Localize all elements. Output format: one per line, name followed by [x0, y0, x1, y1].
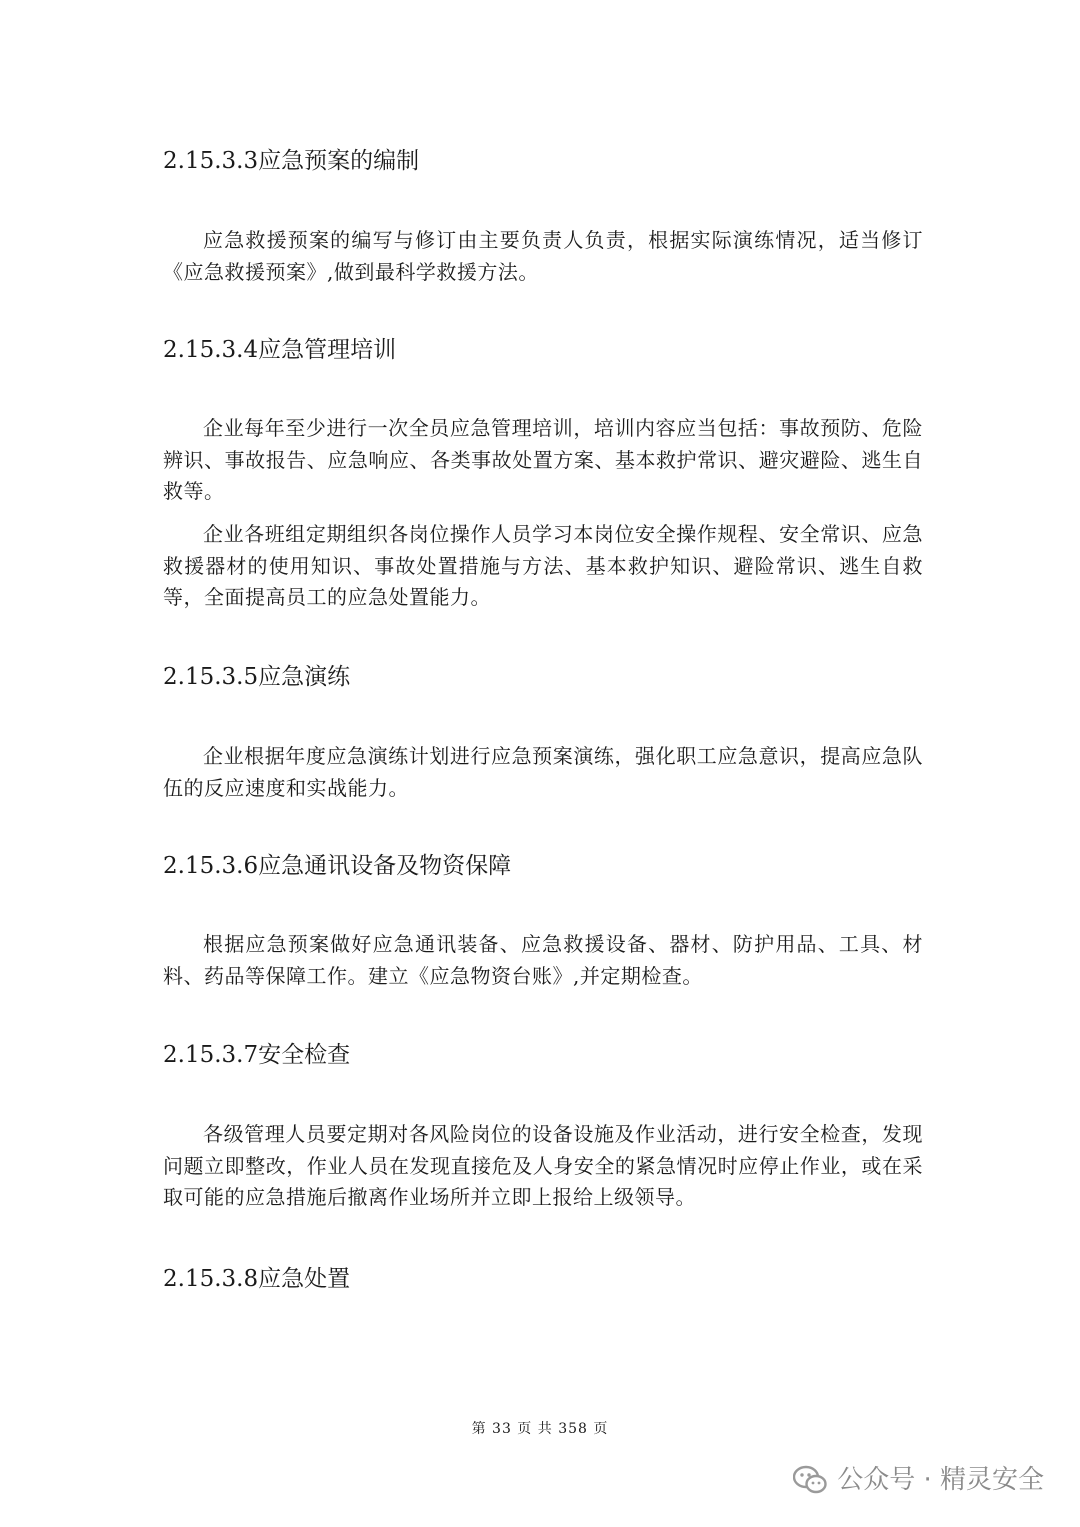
- section-paragraph: 企业每年至少进行一次全员应急管理培训，培训内容应当包括：事故预防、危险辨识、事故报告、应急响应、各类事故处置方案、基本救护常识、避灾避险、逃生自救等。: [163, 416, 923, 503]
- section-paragraph: 应急救援预案的编写与修订由主要负责人负责，根据实际演练情况，适当修订《应急救援预案》,做到最科学救援方法。: [163, 228, 923, 284]
- watermark: [793, 1462, 1044, 1498]
- watermark-text: 公众号 · 精灵安全: [837, 1465, 1044, 1495]
- section-paragraph: 企业各班组定期组织各岗位操作人员学习本岗位安全操作规程、安全常识、应急救援器材的使用知识、事故处置措施与方法、基本救护知识、避险常识、逃生自救等，全面提高员工的应急处置能力。: [163, 522, 923, 609]
- section-paragraph: 企业根据年度应急演练计划进行应急预案演练，强化职工应急意识，提高应急队伍的反应速度和实战能力。: [163, 744, 923, 800]
- page-footer: 第 33 页 共 358 页: [471, 1421, 609, 1437]
- section-heading-2-15-3-8: 2.15.3.8应急处置: [163, 1266, 351, 1292]
- wechat-icon: [793, 1465, 827, 1495]
- section-heading-2-15-3-6: 2.15.3.6应急通讯设备及物资保障: [163, 853, 512, 879]
- section-heading-2-15-3-3: 2.15.3.3应急预案的编制: [163, 148, 420, 174]
- section-paragraph: 各级管理人员要定期对各风险岗位的设备设施及作业活动，进行安全检查，发现问题立即整改，作业人员在发现直接危及人身安全的紧急情况时应停止作业，或在采取可能的应急措施后撤离作业场所并立即上报给上级领导。: [163, 1122, 923, 1209]
- section-paragraph: 根据应急预案做好应急通讯装备、应急救援设备、器材、防护用品、工具、材料、药品等保障工作。建立《应急物资台账》,并定期检查。: [163, 932, 923, 988]
- section-heading-2-15-3-7: 2.15.3.7安全检查: [163, 1042, 351, 1068]
- section-heading-2-15-3-4: 2.15.3.4应急管理培训: [163, 337, 397, 363]
- section-heading-2-15-3-5: 2.15.3.5应急演练: [163, 664, 351, 690]
